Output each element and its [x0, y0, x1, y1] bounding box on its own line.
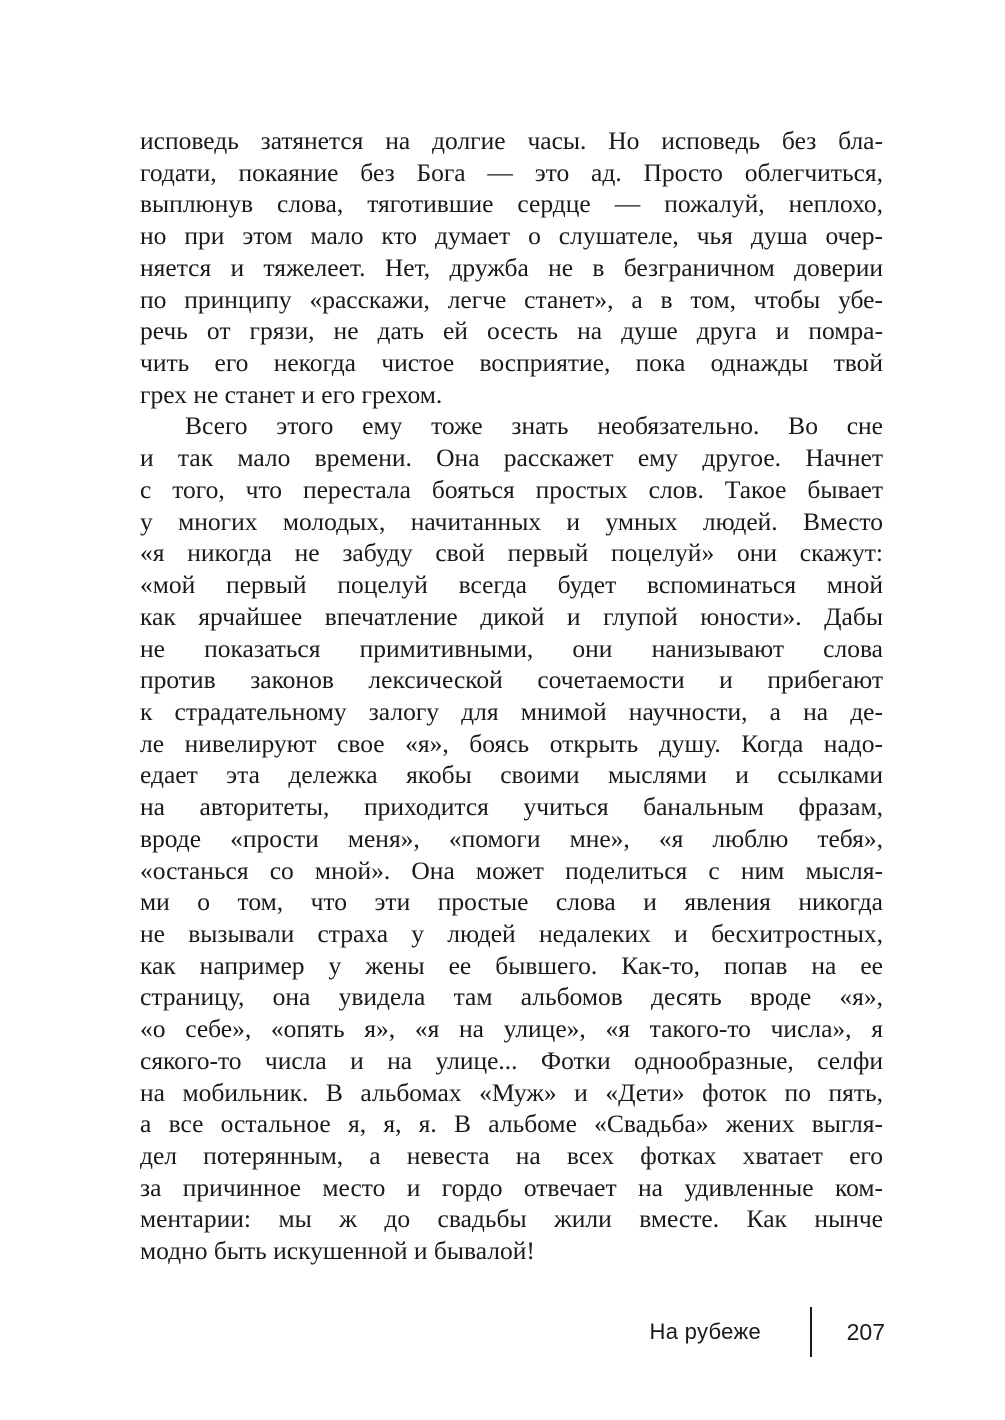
page-body: [140, 125, 883, 1267]
text-line: за причинное место и гордо отвечает на удивленные ком-: [140, 1172, 883, 1202]
text-line: против законов лексической сочетаемости и прибегают: [140, 665, 883, 695]
text-line: у многих молодых, начитанных и умных людей. Вместо: [140, 506, 883, 536]
text-line: на авторитеты, приходится учиться банальным фразам,: [140, 792, 883, 822]
text-line: как например у жены ее бывшего. Как-то, попав на ее: [140, 950, 883, 980]
page-number: 207: [846, 1318, 885, 1345]
text-line: с того, что перестала бояться простых слов. Такое бывает: [140, 474, 883, 504]
text-line: но при этом мало кто думает о слушателе, чья душа очер-: [140, 221, 883, 251]
text-line: и так мало времени. Она расскажет ему другое. Начнет: [140, 443, 883, 473]
text-line: «мой первый поцелуй всегда будет вспоминаться мной: [140, 570, 883, 600]
text-line: к страдательному залогу для мнимой научности, а на де-: [140, 696, 883, 726]
text-line: грех не станет и его грехом.: [140, 379, 443, 409]
text-line: ментарии: мы ж до свадьбы жили вместе. Как нынче: [140, 1204, 883, 1234]
running-title: На рубеже: [649, 1319, 761, 1344]
text-line: на мобильник. В альбомах «Муж» и «Дети» фоток по пять,: [140, 1077, 883, 1107]
text-line: дел потерянным, а невеста на всех фотках хватает его: [140, 1141, 883, 1170]
text-line: «останься со мной». Она может поделиться с ним мысля-: [140, 855, 883, 885]
text-line: годати, покаяние без Бога — это ад. Просто облегчиться,: [140, 157, 883, 187]
footer-divider: [810, 1307, 812, 1357]
text-line: «о себе», «опять я», «я на улице», «я такого-то числа», я: [140, 1014, 883, 1044]
text-line: едает эта дележка якобы своими мыслями и ссылками: [140, 760, 883, 790]
page-footer: [650, 1307, 885, 1357]
text-line: «я никогда не забуду свой первый поцелуй» они скажут:: [140, 538, 883, 568]
text-line: чить его некогда чистое восприятие, пока однажды твой: [140, 348, 883, 378]
text-line: вроде «прости меня», «помоги мне», «я люблю тебя»,: [140, 823, 883, 853]
paragraph: [140, 125, 883, 410]
text-line: не вызывали страха у людей недалеких и бесхитростных,: [140, 918, 883, 948]
text-line: как ярчайшее впечатление дикой и глупой юности». Дабы: [140, 601, 883, 631]
text-line: а все остальное я, я, я. В альбоме «Свадьба» жених выгля-: [140, 1109, 883, 1139]
text-line: сякого-то числа и на улице... Фотки однообразные, селфи: [140, 1045, 883, 1075]
text-line: ми о том, что эти простые слова и явления никогда: [140, 887, 883, 917]
text-line: модно быть искушенной и бывалой!: [140, 1236, 535, 1266]
text-line: речь от грязи, не дать ей осесть на душе друга и помра-: [140, 316, 883, 346]
text-line: страницу, она увидела там альбомов десять вроде «я»,: [140, 982, 883, 1012]
text-line: выплюнув слова, тяготившие сердце — пожалуй, неплохо,: [140, 189, 883, 219]
text-line: не показаться примитивными, они нанизывают слова: [140, 633, 883, 663]
text-line: няется и тяжелеет. Нет, дружба не в безграничном доверии: [140, 252, 883, 282]
text-line: Всего этого ему тоже знать необязательно. Во сне: [185, 411, 883, 441]
text-line: ле нивелируют свое «я», боясь открыть душу. Когда надо-: [140, 728, 883, 758]
text-line: по принципу «расскажи, легче станет», а в том, чтобы убе-: [140, 284, 883, 314]
paragraph: [140, 410, 883, 1266]
text-line: исповедь затянется на долгие часы. Но исповедь без бла-: [140, 126, 883, 155]
